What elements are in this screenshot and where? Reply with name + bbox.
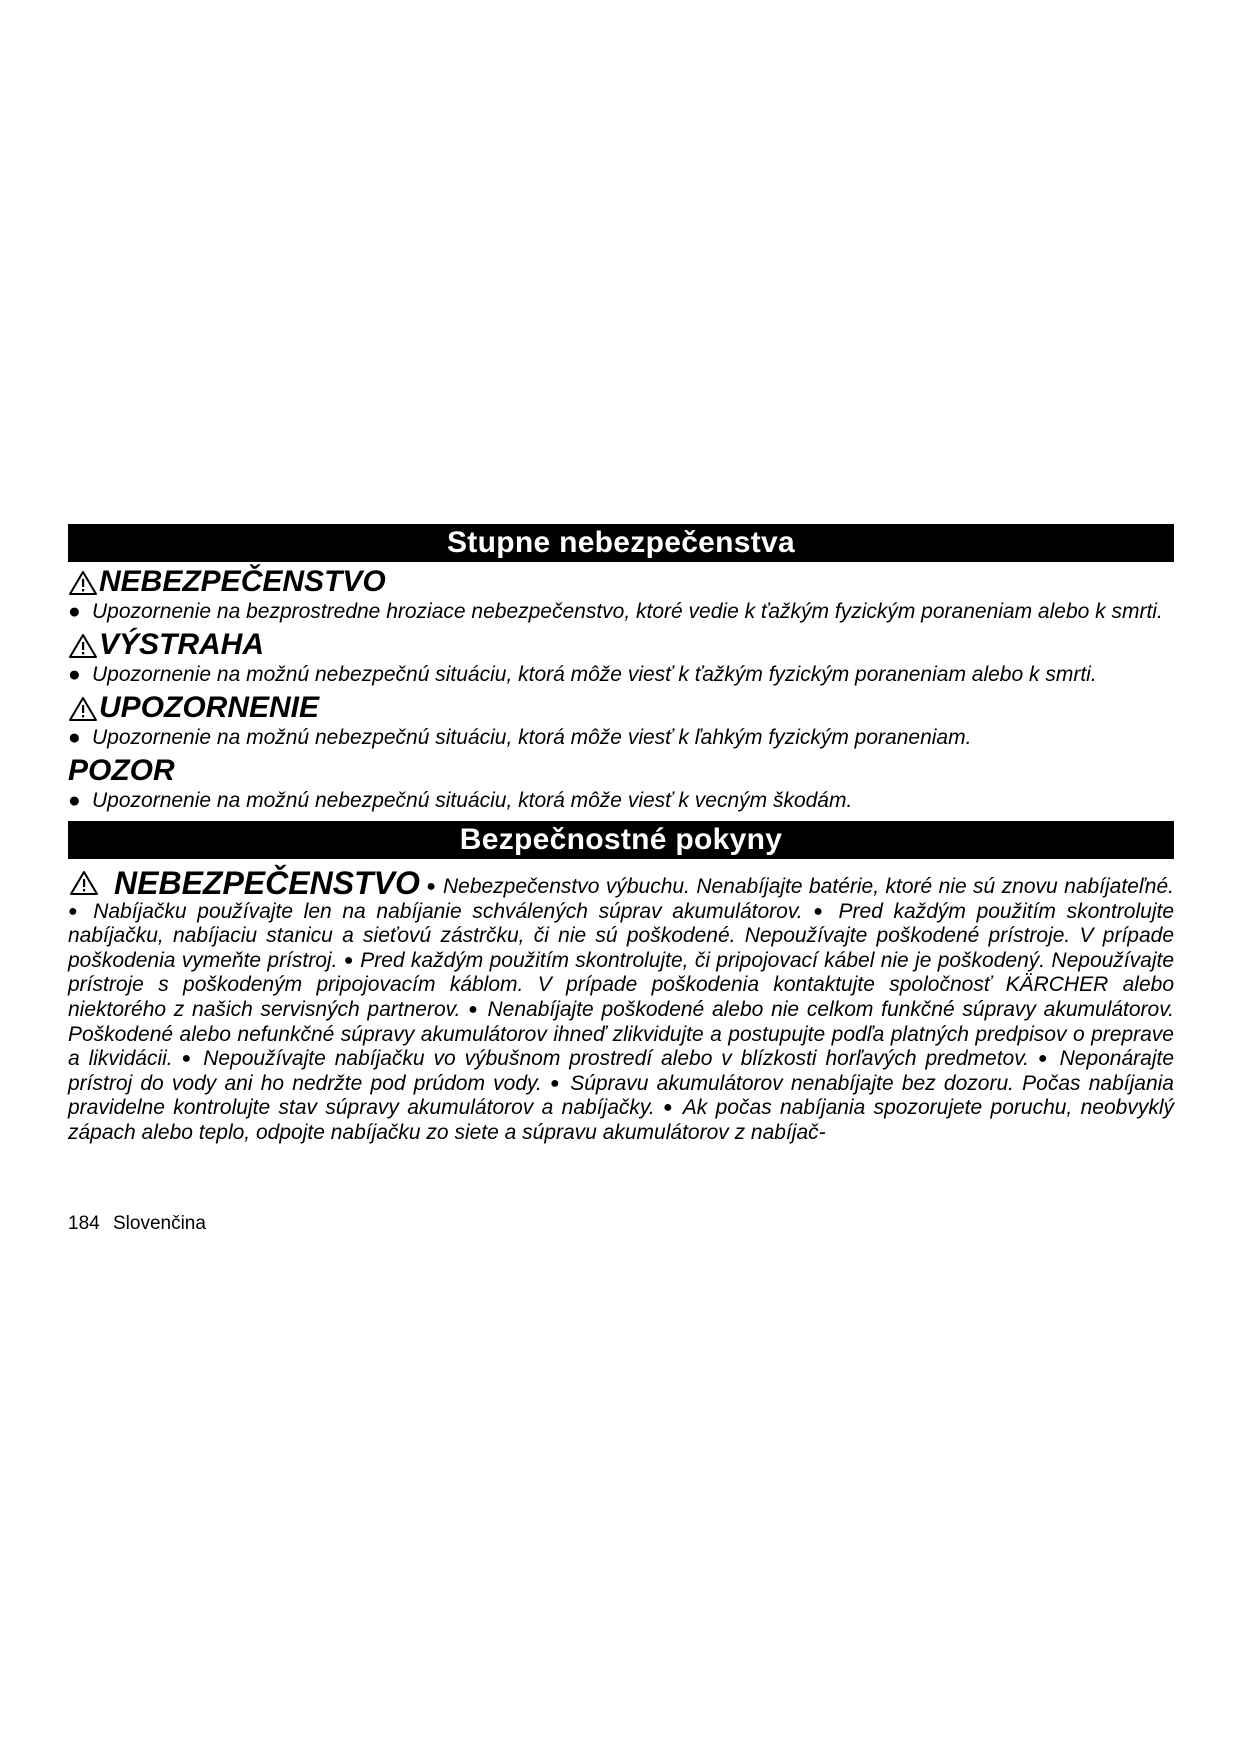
safety-item: Nebezpečenstvo výbuchu. Nenabíjajte batérie, ktoré nie sú znovu nabíjateľné. [442, 875, 1174, 898]
safety-item: Nepoužívajte nabíjačku vo výbušnom prostredí alebo v blízkosti horľavých predmetov. [203, 1047, 1029, 1071]
bullet-icon: ● [68, 663, 81, 686]
hazard-level-text: Upozornenie na možnú nebezpečnú situáciu, ktorá môže viesť k vecným škodám. [92, 789, 853, 812]
hazard-level-caution [68, 690, 1174, 750]
warning-triangle-icon [68, 569, 98, 597]
safety-item: Neponárajte prístroj do vody ani ho nedržte pod prúdom vody. [68, 1047, 1175, 1095]
bullet-icon: ● [550, 1074, 563, 1092]
safety-item: Nenabíjajte poškodené alebo nie celkom funkčné súpravy akumulátorov. Poškodené alebo nefunkčné súpravy akumulátorov ihneď zlikvidujte a postupujte podľa platných predpisov o preprave a likvidácii. [68, 997, 1174, 1071]
hazard-level-text: Upozornenie na bezprostredne hroziace nebezpečenstvo, ktoré vedie k ťažkým fyzickým poraneniam alebo k smrti. [92, 600, 1163, 623]
bullet-icon: ● [68, 902, 83, 920]
hazard-level-title [68, 690, 1174, 726]
hazard-level-label: NEBEZPEČENSTVO [99, 565, 386, 598]
footer-language: Slovenčina [112, 1213, 206, 1234]
bullet-icon: ● [813, 902, 828, 920]
safety-item: Nabíjačku používajte len na nabíjanie schválených súprav akumulátorov. [93, 899, 803, 923]
warning-triangle-icon [68, 695, 98, 723]
hazard-level-label: POZOR [68, 754, 175, 787]
page-content [68, 524, 1174, 1146]
bullet-icon: ● [426, 878, 437, 895]
safety-item: Ak počas nabíjania spozorujete poruchu, neobvyklý zápach alebo teplo, odpojte nabíjačku zo siete a súpravu akumulátorov z nabíjač- [68, 1096, 1175, 1144]
warning-triangle-icon [68, 632, 98, 660]
hazard-level-warning [68, 627, 1174, 687]
hazard-level-notice [68, 753, 1174, 813]
bullet-icon: ● [181, 1050, 195, 1068]
hazard-level-label: VÝSTRAHA [99, 628, 265, 661]
safety-item: Pred každým použitím skontrolujte nabíjačku, nabíjaciu stanicu a sieťovú zástrčku, či nie sú poškodené. Nepoužívajte poškodené prístroje. V prípade poškodenia vymeňte prístroj. [68, 899, 1174, 972]
hazard-level-title [68, 627, 1174, 663]
bullet-icon: ● [1037, 1050, 1051, 1068]
bullet-icon: ● [343, 951, 354, 969]
bullet-icon: ● [68, 789, 81, 812]
hazard-level-title [68, 564, 1174, 600]
safety-heading: NEBEZPEČENSTVO [114, 865, 420, 901]
page-number: 184 [68, 1213, 100, 1234]
warning-triangle-icon [68, 869, 100, 897]
hazard-level-title [68, 753, 1174, 789]
page-footer [68, 1213, 206, 1235]
section-title-hazard-levels: Stupne nebezpečenstva [68, 524, 1174, 562]
bullet-icon: ● [68, 726, 81, 749]
hazard-level-text: Upozornenie na možnú nebezpečnú situáciu, ktorá môže viesť k ťažkým fyzickým poraneniam alebo k smrti. [92, 663, 1097, 686]
hazard-level-description [68, 789, 1174, 813]
hazard-level-description [68, 726, 1174, 750]
safety-item: Súpravu akumulátorov nenabíjajte bez dozoru. Počas nabíjania pravidelne kontrolujte stav súpravy akumulátorov a nabíjačky. [68, 1071, 1174, 1120]
safety-item: Pred každým použitím skontrolujte, či pripojovací kábel nie je poškodený. Nepoužívajte prístroje s poškodeným pripojovacím káblom. V prípade poškodenia kontaktujte spoločnosť KÄRCHER alebo niektorého z našich servisných partnerov. [68, 948, 1175, 1021]
section-title-safety-instructions: Bezpečnostné pokyny [68, 821, 1174, 859]
bullet-icon: ● [68, 600, 81, 623]
bullet-icon: ● [663, 1099, 676, 1117]
hazard-level-danger [68, 564, 1174, 624]
bullet-icon: ● [468, 1000, 480, 1018]
hazard-level-description [68, 600, 1174, 624]
hazard-level-text: Upozornenie na možnú nebezpečnú situáciu, ktorá môže viesť k ľahkým fyzickým poraneniam. [92, 726, 972, 749]
hazard-level-label: UPOZORNENIE [99, 691, 320, 724]
safety-instructions-paragraph [68, 865, 1175, 1146]
hazard-level-description [68, 663, 1174, 687]
